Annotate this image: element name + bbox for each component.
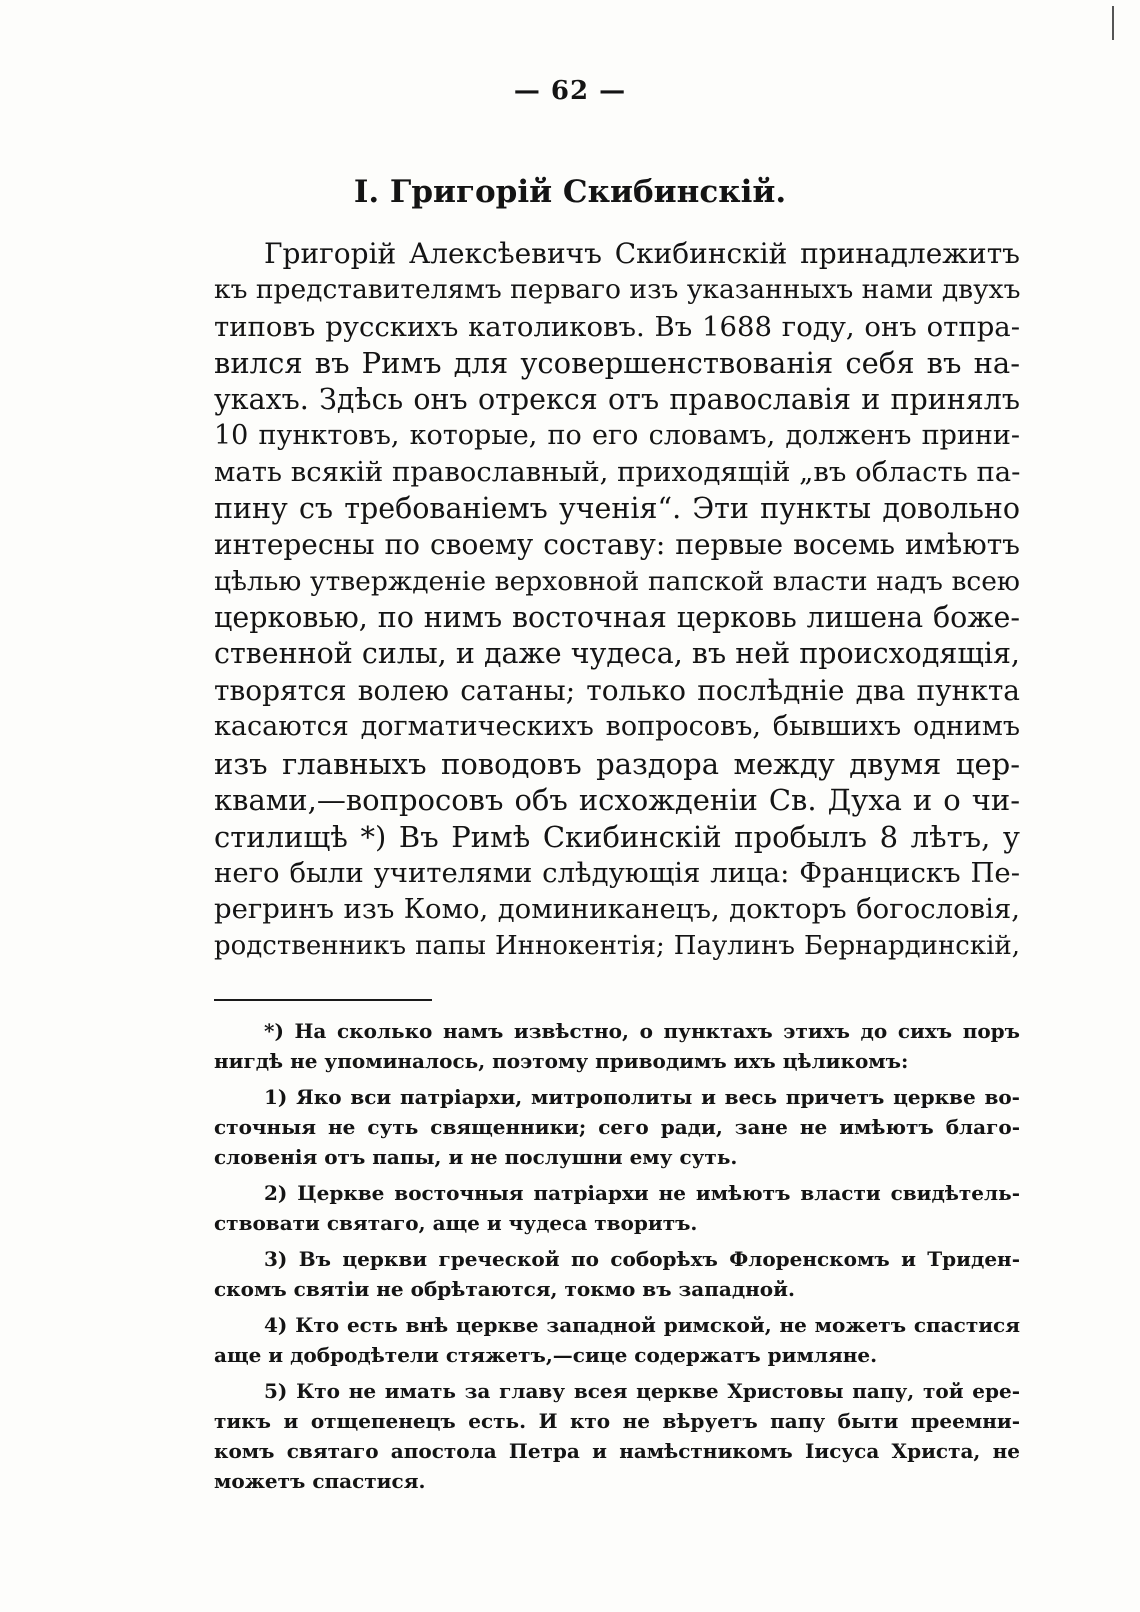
body-line: типовъ русскихъ католиковъ. Въ 1688 году, онъ отпра- — [214, 310, 1020, 343]
body-line: интересны по своему составу: первые восемь имѣютъ — [214, 528, 1020, 562]
footnote-line: сточныя не суть священники; сего ради, зане не имѣютъ благо- — [214, 1115, 1020, 1139]
body-line: мать всякій православный, приходящій „въ область па- — [214, 456, 1021, 489]
footnote-line: 1) Яко вси патріархи, митрополиты и весь причетъ церкве во- — [264, 1085, 1020, 1109]
body-text — [214, 236, 1020, 964]
footnote-line: тикъ и отщепенецъ есть. И кто не вѣруетъ папу быти преемни- — [214, 1409, 1020, 1433]
footnote-line: *) На сколько намъ извѣстно, о пунктахъ этихъ до сихъ поръ — [264, 1019, 1020, 1043]
footnote-line: 2) Церкве восточныя патріархи не имѣютъ власти свидѣтель- — [264, 1181, 1020, 1205]
page-number: — 62 — — [513, 76, 627, 106]
footnote-line: можетъ спастися. — [214, 1469, 426, 1493]
body-line: родственникъ папы Иннокентія; Паулинъ Бернардинскій, — [214, 930, 1020, 961]
body-line: касаются догматическихъ вопросовъ, бывшихъ однимъ — [214, 711, 1020, 743]
footnotes — [214, 1016, 1020, 1502]
body-line: квами,—вопросовъ объ исхожденіи Св. Духа и о чи- — [214, 783, 1020, 818]
footnote-line: 5) Кто не имать за главу всея церкве Христовы папу, той ере- — [264, 1379, 1020, 1403]
footnote-point-4 — [214, 1310, 1020, 1370]
footnote-line: аще и добродѣтели стяжетъ,—сице содержатъ римляне. — [214, 1343, 878, 1367]
footnote-line: ствовати святаго, аще и чудеса творитъ. — [214, 1211, 698, 1235]
footnote-intro — [214, 1016, 1020, 1076]
body-line: къ представителямъ перваго изъ указанныхъ нами двухъ — [214, 274, 1021, 306]
footnote-point-5 — [214, 1376, 1020, 1496]
footnote-line: словенія отъ папы, и не послушни ему суть. — [214, 1145, 738, 1169]
body-line: церковью, по нимъ восточная церковь лишена боже- — [214, 601, 1020, 635]
footnote-point-2 — [214, 1178, 1020, 1238]
footnote-point-1 — [214, 1082, 1020, 1172]
page-edge-mark — [1112, 6, 1114, 40]
body-line: 10 пунктовъ, которые, по его словамъ, долженъ прини- — [214, 420, 1020, 452]
body-line: вился въ Римъ для усовершенствованія себя въ на- — [214, 346, 1020, 381]
body-line: творятся волею сатаны; только послѣдніе два пункта — [214, 673, 1020, 707]
body-line: укахъ. Здѣсь онъ отрекся отъ православія и принялъ — [214, 382, 1020, 416]
footnote-divider — [214, 999, 432, 1001]
body-line: него были учителями слѣдующія лица: Францискъ Пе- — [214, 856, 1020, 889]
footnote-line: скомъ святіи не обрѣтаются, токмо въ западной. — [214, 1277, 795, 1301]
footnote-line: нигдѣ не упоминалось, поэтому приводимъ ихъ цѣликомъ: — [214, 1049, 909, 1073]
footnote-line: 3) Въ церкви греческой по соборѣхъ Флоренскомъ и Триден- — [264, 1247, 1020, 1271]
body-line: изъ главныхъ поводовъ раздора между двумя цер- — [214, 746, 1020, 781]
body-line: цѣлью утвержденіе верховной папской власти надъ всею — [214, 565, 1020, 597]
body-line: ственной силы, и даже чудеса, въ ней происходящія, — [214, 637, 1020, 671]
footnote-line: комъ святаго апостола Петра и намѣстникомъ Іисуса Христа, не — [214, 1439, 1020, 1463]
body-line: пину съ требованіемъ ученія“. Эти пункты довольно — [214, 491, 1020, 525]
body-line: регринъ изъ Комо, доминиканецъ, докторъ богословія, — [214, 893, 1020, 926]
section-title: I. Григорій Скибинскій. — [353, 174, 787, 210]
body-line: стилищѣ *) Въ Римѣ Скибинскій пробылъ 8 лѣтъ, у — [214, 819, 1020, 854]
body-line: Григорій Алексѣевичъ Скибинскій принадлежитъ — [264, 237, 1020, 270]
footnote-line: 4) Кто есть внѣ церкве западной римской, не можетъ спастися — [264, 1313, 1020, 1337]
footnote-point-3 — [214, 1244, 1020, 1304]
